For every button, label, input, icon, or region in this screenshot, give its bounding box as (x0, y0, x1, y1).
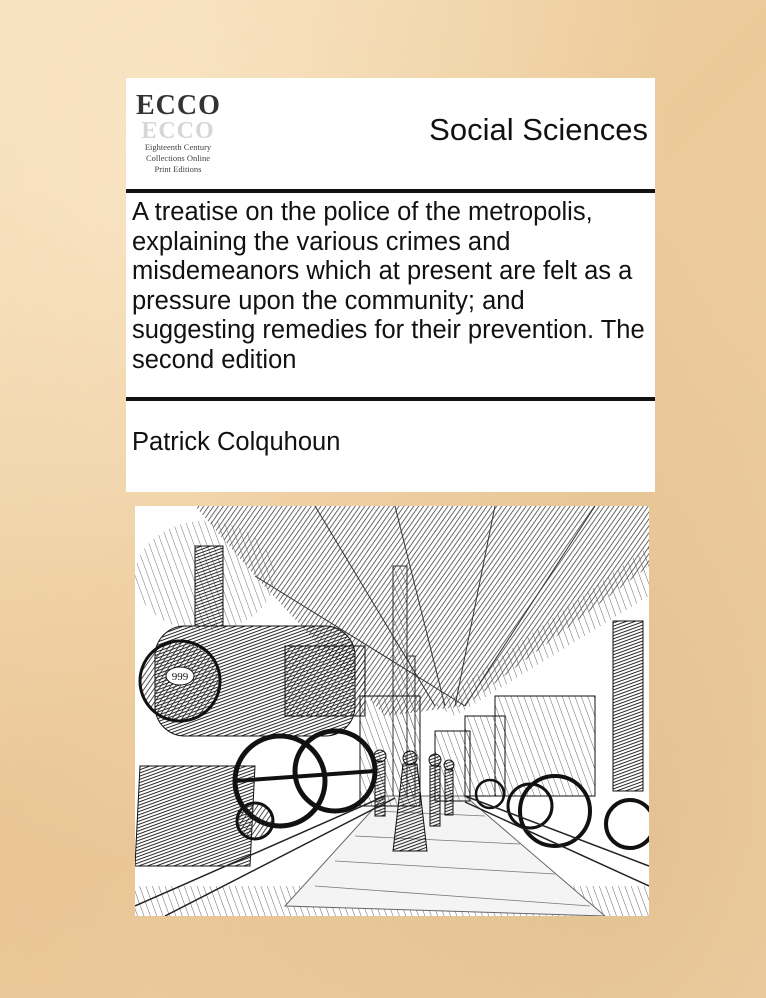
tall-chimney (613, 621, 643, 791)
cover-illustration (135, 506, 649, 916)
cab (285, 646, 365, 716)
bottom-divider (126, 397, 655, 401)
series-label: Social Sciences (429, 112, 648, 147)
logo-mark: ECCO (136, 90, 221, 121)
book-author: Patrick Colquhoun (132, 428, 341, 456)
logo-line-1: Eighteenth Century (144, 142, 212, 152)
engine-number: 999 (171, 671, 189, 683)
title-panel (126, 78, 655, 492)
book-title: A treatise on the police of the metropolis, explaining the various crimes and misdemeanors which at present are felt as a pressure upon the community; and suggesting remedies for their prevention. The second edition (132, 198, 645, 374)
logo-mark-reflection: ECCO (141, 116, 215, 142)
early-carriage (495, 696, 595, 796)
top-divider (126, 189, 655, 193)
railway-station-engraving (135, 506, 649, 916)
logo-line-2: Collections Online (146, 153, 210, 163)
logo-line-3: Print Editions (154, 164, 202, 174)
ecco-logo (136, 90, 220, 186)
